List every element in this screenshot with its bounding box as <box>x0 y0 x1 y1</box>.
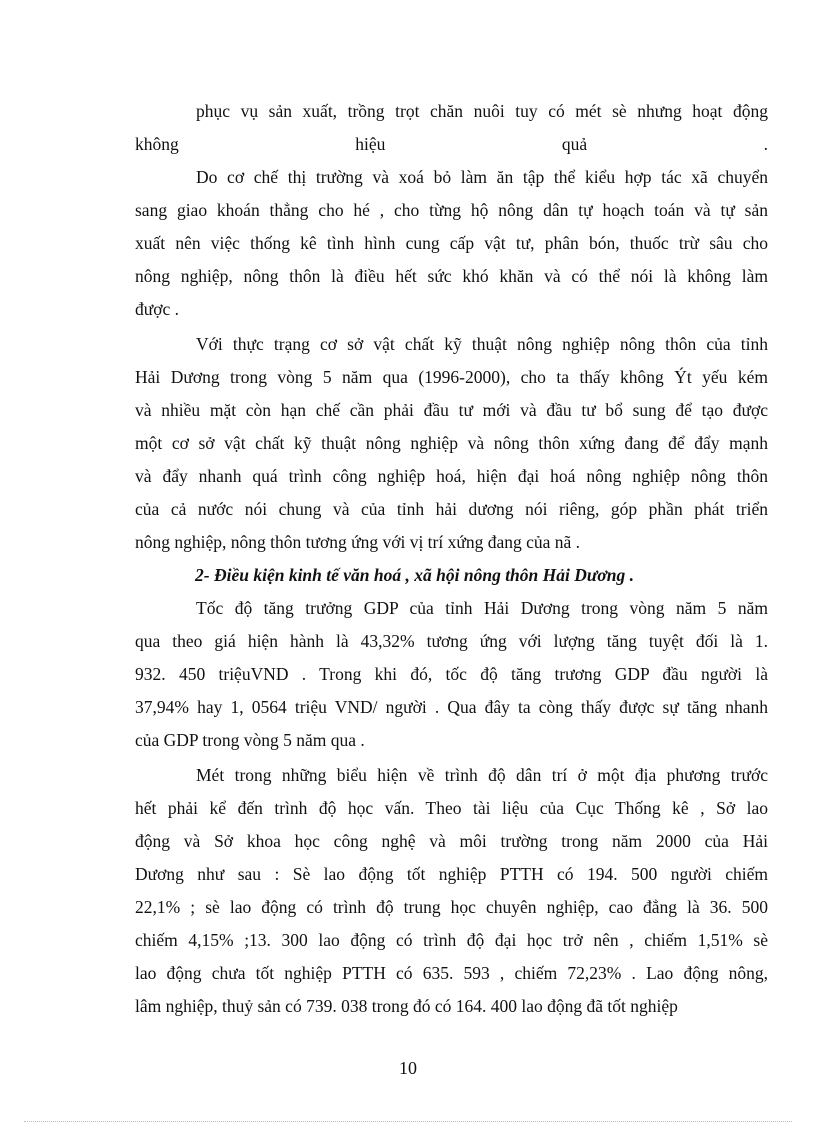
paragraph-3-line-4: một cơ sở vật chất kỹ thuật nông nghiệp và nông thôn xứng đang để đẩy mạnh <box>135 433 768 453</box>
paragraph-4-line-4: 37,94% hay 1, 0564 triệu VND/ người . Qua đây ta còng thấy được sự tăng nhanh <box>135 697 768 717</box>
paragraph-3-line-1: Với thực trạng cơ sở vật chất kỹ thuật nông nghiệp nông thôn của tỉnh <box>196 334 768 354</box>
word-qua: quả <box>561 134 588 154</box>
paragraph-4-line-5: của GDP trong vòng 5 năm qua . <box>135 730 365 750</box>
paragraph-1-line-2 <box>135 128 768 161</box>
paragraph-2-line-2: sang giao khoán thẳng cho hé , cho từng hộ nông dân tự hoạch toán và tự sản <box>135 200 768 220</box>
paragraph-2-line-4: nông nghiệp, nông thôn là điều hết sức khó khăn và có thể nói là không làm <box>135 266 768 286</box>
word-hieu: hiệu <box>355 134 386 154</box>
paragraph-3-line-5: và đẩy nhanh quá trình công nghiệp hoá, hiện đại hoá nông nghiệp nông thôn <box>135 466 768 486</box>
section-heading: 2- Điều kiện kinh tế văn hoá , xã hội nông thôn Hải Dương . <box>195 565 634 585</box>
paragraph-4-line-3: 932. 450 triệuVND . Trong khi đó, tốc độ tăng trương GDP đầu người là <box>135 664 768 684</box>
paragraph-1-line-1: phục vụ sản xuất, trồng trọt chăn nuôi tuy có mét sè nhưng hoạt động <box>196 101 768 121</box>
paragraph-5-line-2: hết phải kể đến trình độ học vấn. Theo tài liệu của Cục Thống kê , Sở lao <box>135 798 768 818</box>
paragraph-4-line-1: Tốc độ tăng trưởng GDP của tỉnh Hải Dương trong vòng năm 5 năm <box>196 598 768 618</box>
page-bottom-border <box>24 1121 792 1122</box>
paragraph-4-line-2: qua theo giá hiện hành là 43,32% tương ứng với lượng tăng tuyệt đối là 1. <box>135 631 768 651</box>
paragraph-5-line-4: Dương như sau : Sè lao động tốt nghiệp PTTH có 194. 500 người chiếm <box>135 864 768 884</box>
paragraph-5-line-3: động và Sở khoa học công nghệ và môi trường trong năm 2000 của Hải <box>135 831 768 851</box>
paragraph-3-line-3: và nhiều mặt còn hạn chế cần phải đầu tư mới và đầu tư bổ sung để tạo được <box>135 400 768 420</box>
paragraph-5-line-7: lao động chưa tốt nghiệp PTTH có 635. 593 , chiếm 72,23% . Lao động nông, <box>135 963 768 983</box>
paragraph-3-line-6: của cả nước nói chung và của tỉnh hải dương nói riêng, góp phần phát triển <box>135 499 768 519</box>
paragraph-2-line-1: Do cơ chế thị trường và xoá bỏ làm ăn tập thể kiểu hợp tác xã chuyển <box>196 167 768 187</box>
paragraph-5-line-8: lâm nghiệp, thuỷ sản có 739. 038 trong đó có 164. 400 lao động đã tốt nghiệp <box>135 996 678 1016</box>
page-number: 10 <box>399 1058 417 1078</box>
word-khong: không <box>135 134 179 154</box>
paragraph-3-line-2: Hải Dương trong vòng 5 năm qua (1996-2000), cho ta thấy không Ýt yếu kém <box>135 367 768 387</box>
document-body <box>135 95 768 1023</box>
word-period: . <box>763 134 768 154</box>
paragraph-5-line-1: Mét trong những biểu hiện về trình độ dân trí ở một địa phương trước <box>196 765 768 785</box>
paragraph-5-line-6: chiếm 4,15% ;13. 300 lao động có trình độ đại học trở nên , chiếm 1,51% sè <box>135 930 768 950</box>
paragraph-5-line-5: 22,1% ; sè lao động có trình độ trung học chuyên nghiệp, cao đẳng là 36. 500 <box>135 897 768 917</box>
paragraph-2-line-5: được . <box>135 299 180 319</box>
paragraph-3-line-7: nông nghiệp, nông thôn tương ứng với vị trí xứng đang của nã . <box>135 532 581 552</box>
paragraph-2-line-3: xuất nên việc thống kê tình hình cung cấp vật tư, phân bón, thuốc trừ sâu cho <box>135 233 768 253</box>
